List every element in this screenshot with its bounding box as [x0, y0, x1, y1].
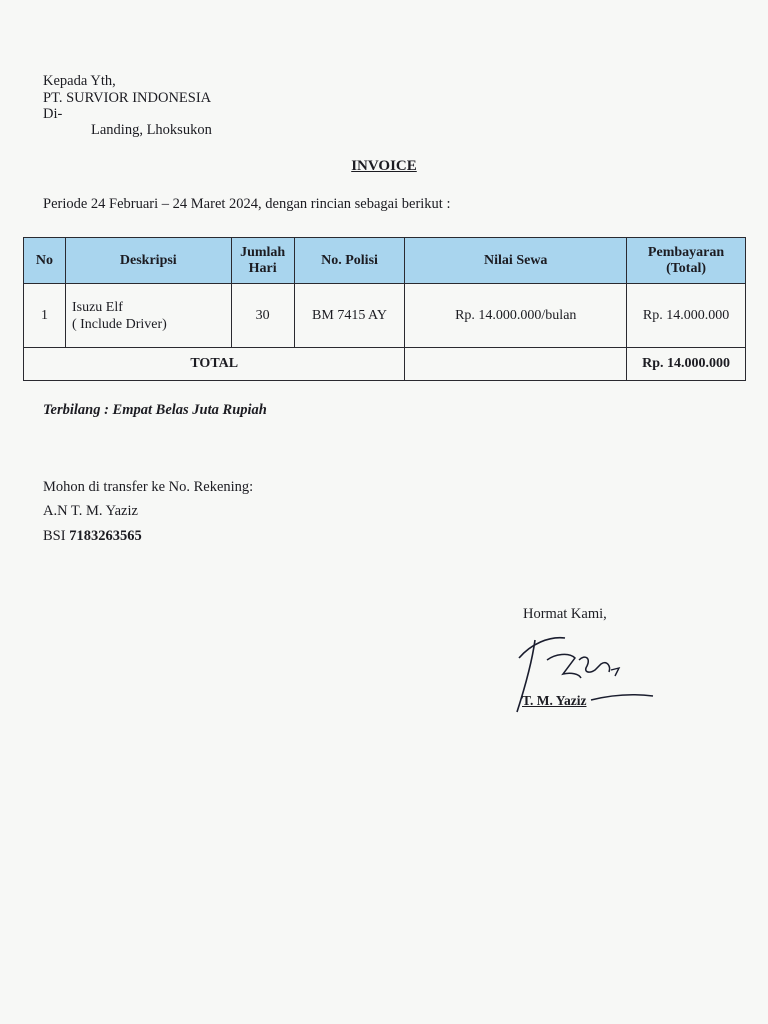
account-name: A.N T. M. Yaziz [43, 503, 138, 519]
account-number: 7183263565 [69, 528, 142, 544]
bank-account [43, 528, 142, 545]
total-row [24, 348, 746, 381]
cell-description-line1: Isuzu Elf [71, 299, 123, 315]
signature-stroke [547, 654, 581, 678]
total-value: Rp. 14.000.000 [627, 348, 746, 381]
cell-description [65, 284, 231, 348]
cell-description-line2: ( Include Driver) [71, 316, 167, 332]
header-days-line1: Jumlah [240, 244, 286, 260]
invoice-table [23, 237, 746, 381]
header-days-line2: Hari [248, 260, 277, 276]
cell-plate: BM 7415 AY [294, 284, 405, 348]
recipient-di: Di- [43, 106, 63, 122]
header-rent: Nilai Sewa [405, 238, 627, 284]
total-label: TOTAL [24, 348, 405, 381]
signature-stroke [611, 668, 619, 676]
cell-days: 30 [231, 284, 294, 348]
header-description: Deskripsi [65, 238, 231, 284]
recipient-company: PT. SURVIOR INDONESIA [43, 90, 212, 106]
table-row [24, 284, 746, 348]
header-days [231, 238, 294, 284]
transfer-instruction: Mohon di transfer ke No. Rekening: [43, 479, 254, 495]
recipient-location: Landing, Lhoksukon [91, 122, 212, 138]
signature-stroke [579, 657, 610, 672]
signer-name: T. M. Yaziz [522, 693, 587, 708]
period-text: Periode 24 Februari – 24 Maret 2024, dengan rincian sebagai berikut : [43, 196, 451, 212]
header-payment-line2: (Total) [666, 260, 706, 276]
cell-no: 1 [24, 284, 66, 348]
invoice-title: INVOICE [351, 158, 417, 174]
bank-name: BSI [43, 528, 66, 544]
header-payment [627, 238, 746, 284]
header-payment-line1: Pembayaran [647, 244, 725, 260]
cell-payment: Rp. 14.000.000 [627, 284, 746, 348]
total-empty-cell [405, 348, 627, 381]
amount-in-words: Terbilang : Empat Belas Juta Rupiah [43, 402, 267, 418]
cell-rent: Rp. 14.000.000/bulan [405, 284, 627, 348]
table-header-row [24, 238, 746, 284]
recipient-salutation: Kepada Yth, [43, 73, 116, 89]
signature-stroke [591, 695, 653, 700]
header-no: No [24, 238, 66, 284]
closing-text: Hormat Kami, [523, 606, 607, 622]
header-plate: No. Polisi [294, 238, 405, 284]
